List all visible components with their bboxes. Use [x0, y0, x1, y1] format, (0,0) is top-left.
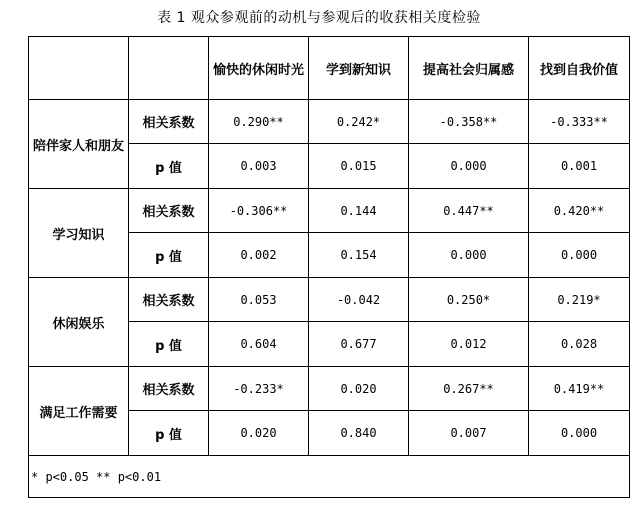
table-cell: -0.306**: [209, 189, 309, 233]
stat-label: 相关系数: [129, 189, 209, 233]
footnote-row: [29, 456, 630, 498]
table-cell: 0.002: [209, 233, 309, 278]
table-cell: 0.290**: [209, 100, 309, 144]
table-cell: 0.144: [309, 189, 409, 233]
table-cell: 0.420**: [529, 189, 630, 233]
table-cell: -0.042: [309, 278, 409, 322]
table-cell: -0.333**: [529, 100, 630, 144]
table-cell: -0.233*: [209, 367, 309, 411]
table-cell: 0.012: [409, 322, 529, 367]
footnote: * p<0.05 ** p<0.01: [29, 456, 630, 498]
table-cell: 0.447**: [409, 189, 529, 233]
table-cell: 0.028: [529, 322, 630, 367]
table-cell: -0.358**: [409, 100, 529, 144]
table-cell: 0.677: [309, 322, 409, 367]
column-header: 学到新知识: [309, 37, 409, 100]
table-caption: 表 1 观众参观前的动机与参观后的收获相关度检验: [157, 10, 481, 26]
table-cell: 0.053: [209, 278, 309, 322]
table-cell: 0.015: [309, 144, 409, 189]
stat-label: p 值: [129, 322, 209, 367]
stat-label: p 值: [129, 144, 209, 189]
table-cell: 0.219*: [529, 278, 630, 322]
table-cell: 0.419**: [529, 367, 630, 411]
table-row: [29, 100, 630, 144]
row-group-label: 学习知识: [29, 189, 129, 278]
table-cell: 0.000: [529, 411, 630, 456]
column-header: 愉快的休闲时光: [209, 37, 309, 100]
row-group-label: 陪伴家人和朋友: [29, 100, 129, 189]
stat-label: p 值: [129, 411, 209, 456]
table-cell: 0.250*: [409, 278, 529, 322]
table-row: [29, 367, 630, 411]
stat-header-cell: [129, 37, 209, 100]
table-cell: 0.020: [309, 367, 409, 411]
table-cell: 0.001: [529, 144, 630, 189]
table-cell: 0.000: [409, 144, 529, 189]
table-cell: 0.154: [309, 233, 409, 278]
stat-label: p 值: [129, 233, 209, 278]
correlation-table: [28, 36, 630, 498]
header-row: [29, 37, 630, 100]
table-cell: 0.000: [409, 233, 529, 278]
stat-label: 相关系数: [129, 278, 209, 322]
column-header: 找到自我价值: [529, 37, 630, 100]
table-cell: 0.003: [209, 144, 309, 189]
stat-label: 相关系数: [129, 100, 209, 144]
table-cell: 0.020: [209, 411, 309, 456]
table-cell: 0.840: [309, 411, 409, 456]
table-cell: 0.000: [529, 233, 630, 278]
corner-cell: [29, 37, 129, 100]
table-cell: 0.242*: [309, 100, 409, 144]
table-cell: 0.007: [409, 411, 529, 456]
stat-label: 相关系数: [129, 367, 209, 411]
table-cell: 0.604: [209, 322, 309, 367]
column-header: 提高社会归属感: [409, 37, 529, 100]
row-group-label: 满足工作需要: [29, 367, 129, 456]
table-row: [29, 278, 630, 322]
table-row: [29, 189, 630, 233]
row-group-label: 休闲娱乐: [29, 278, 129, 367]
table-cell: 0.267**: [409, 367, 529, 411]
